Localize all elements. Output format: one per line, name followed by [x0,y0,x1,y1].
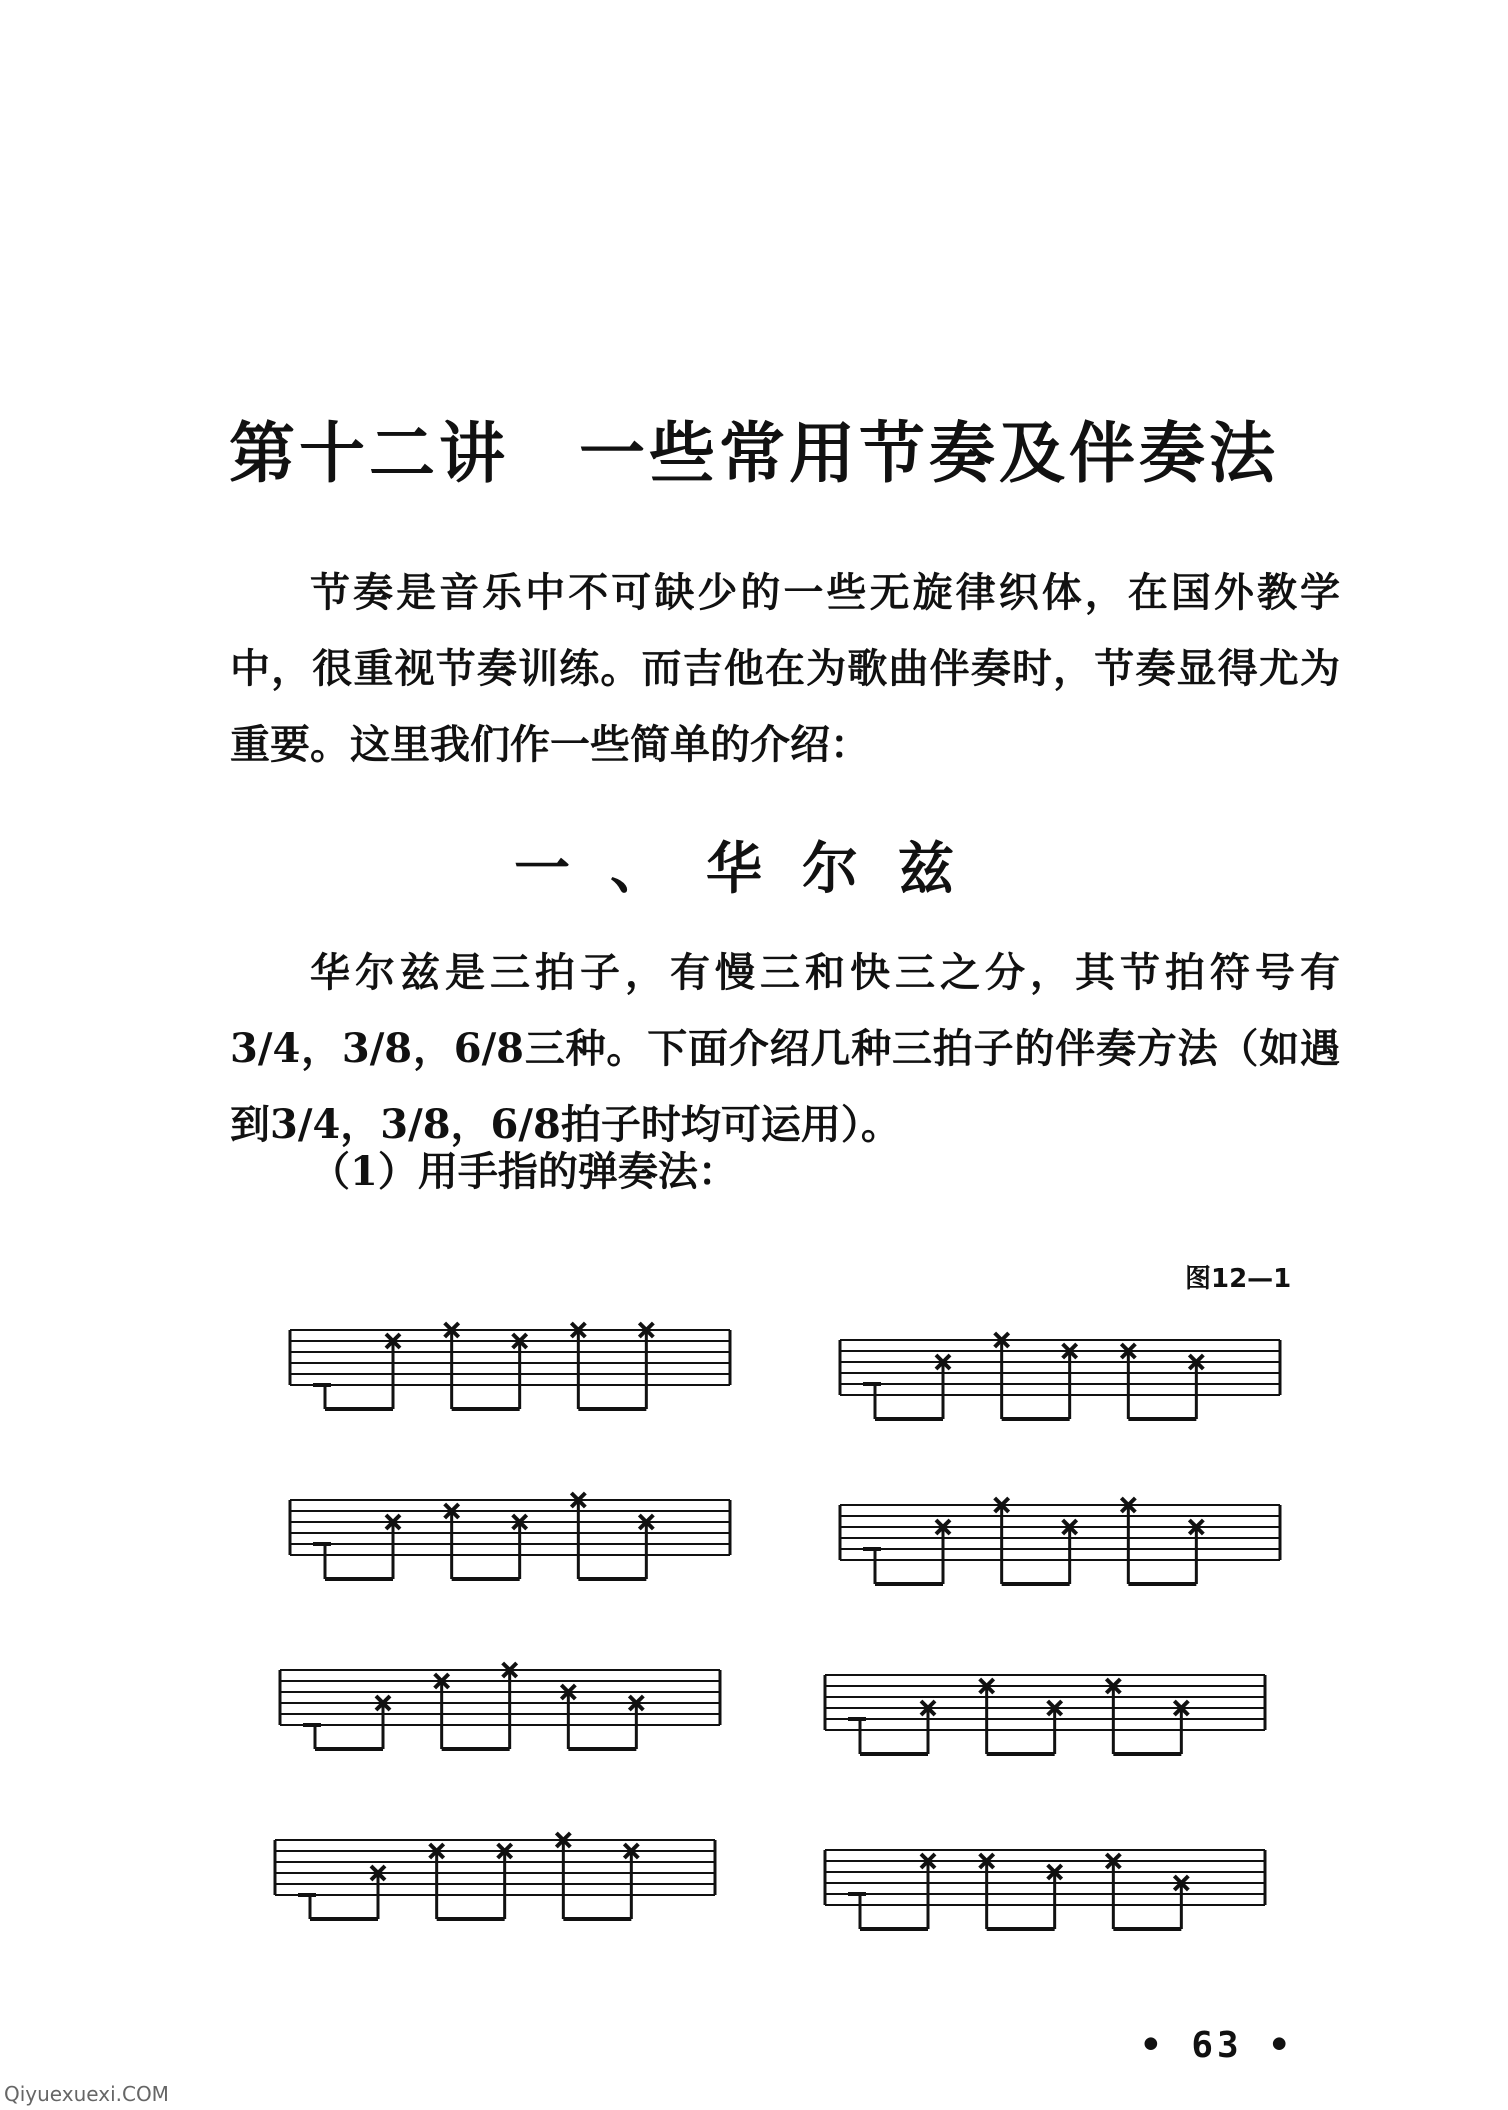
item-1: （1）用手指的弹奏法： [310,1148,738,1195]
section-text: 华尔兹是三拍子，有慢三和快三之分，其节拍符号有3/4，3/8，6/8三种。下面介绍几种三拍子的伴奏方法（如遇到3/4，3/8，6/8拍子时均可运用）。 [230,949,1340,1148]
intro-text: 节奏是音乐中不可缺少的一些无旋律织体，在国外教学中，很重视节奏训练。而吉他在为歌曲伴奏时，节奏显得尤为重要。这里我们作一些简单的介绍： [230,569,1340,768]
page-title: 第十二讲 一些常用节奏及伴奏法 [229,414,1279,492]
section-heading: 一、华尔兹 [514,836,994,902]
figure-label: 图12—1 [1185,1264,1292,1294]
page-number: • 63 • [1140,2025,1295,2066]
watermark: Qiyuexuexi.COM [4,2082,169,2106]
